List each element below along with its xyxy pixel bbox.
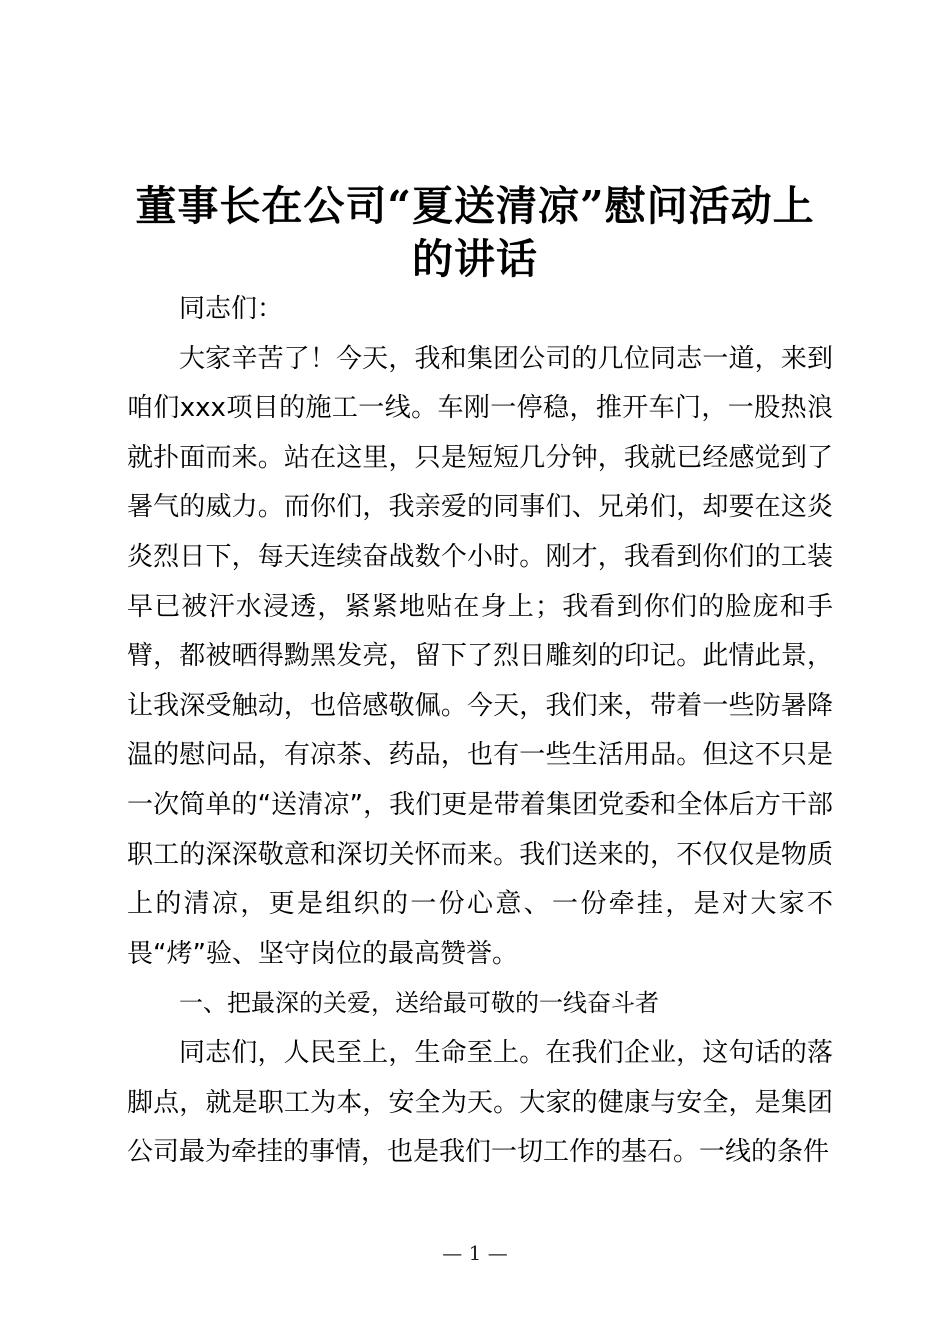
section-heading: 一、把最深的关爱，送给最可敬的一线奋斗者	[179, 989, 659, 1018]
title-line-1: 董事长在公司“夏送清凉”慰问活动上	[135, 182, 815, 230]
document-title	[100, 180, 850, 286]
salutation: 同志们：	[179, 294, 284, 324]
paragraph-2: 同志们，人民至上，生命至上。在我们企业，这句话的落脚点，就是职工为本，安全为天。大家的健康与安全，是集团公司最为牵挂的事情，也是我们一切工作的基石。一线的条件	[127, 1037, 833, 1168]
document-body	[127, 285, 833, 1178]
paragraph-1: 大家辛苦了！今天，我和集团公司的几位同志一道，来到咱们xxx项目的施工一线。车刚一停稳，推开车门，一股热浪就扑面而来。站在这里，只是短短几分钟，我就已经感觉到了暑气的威力。而你们，我亲爱的同事们、兄弟们，却要在这炎炎烈日下，每天连续奋战数个小时。刚才，我看到你们的工装早已被汗水浸透，紧紧地贴在身上；我看到你们的脸庞和手臂，都被晒得黝黑发亮，留下了烈日雕刻的印记。此情此景，让我深受触动，也倍感敬佩。今天，我们来，带着一些防暑降温的慰问品，有凉茶、药品，也有一些生活用品。但这不只是一次简单的“送清凉”，我们更是带着集团党委和全体后方干部职工的深深敬意和深切关怀而来。我们送来的，不仅仅是物质上的清凉，更是组织的一份心意、一份牵挂，是对大家不畏“烤”验、坚守岗位的最高赞誉。	[127, 343, 833, 969]
title-line-2: 的讲话	[412, 235, 538, 283]
page-number: — 1 —	[442, 1241, 508, 1265]
